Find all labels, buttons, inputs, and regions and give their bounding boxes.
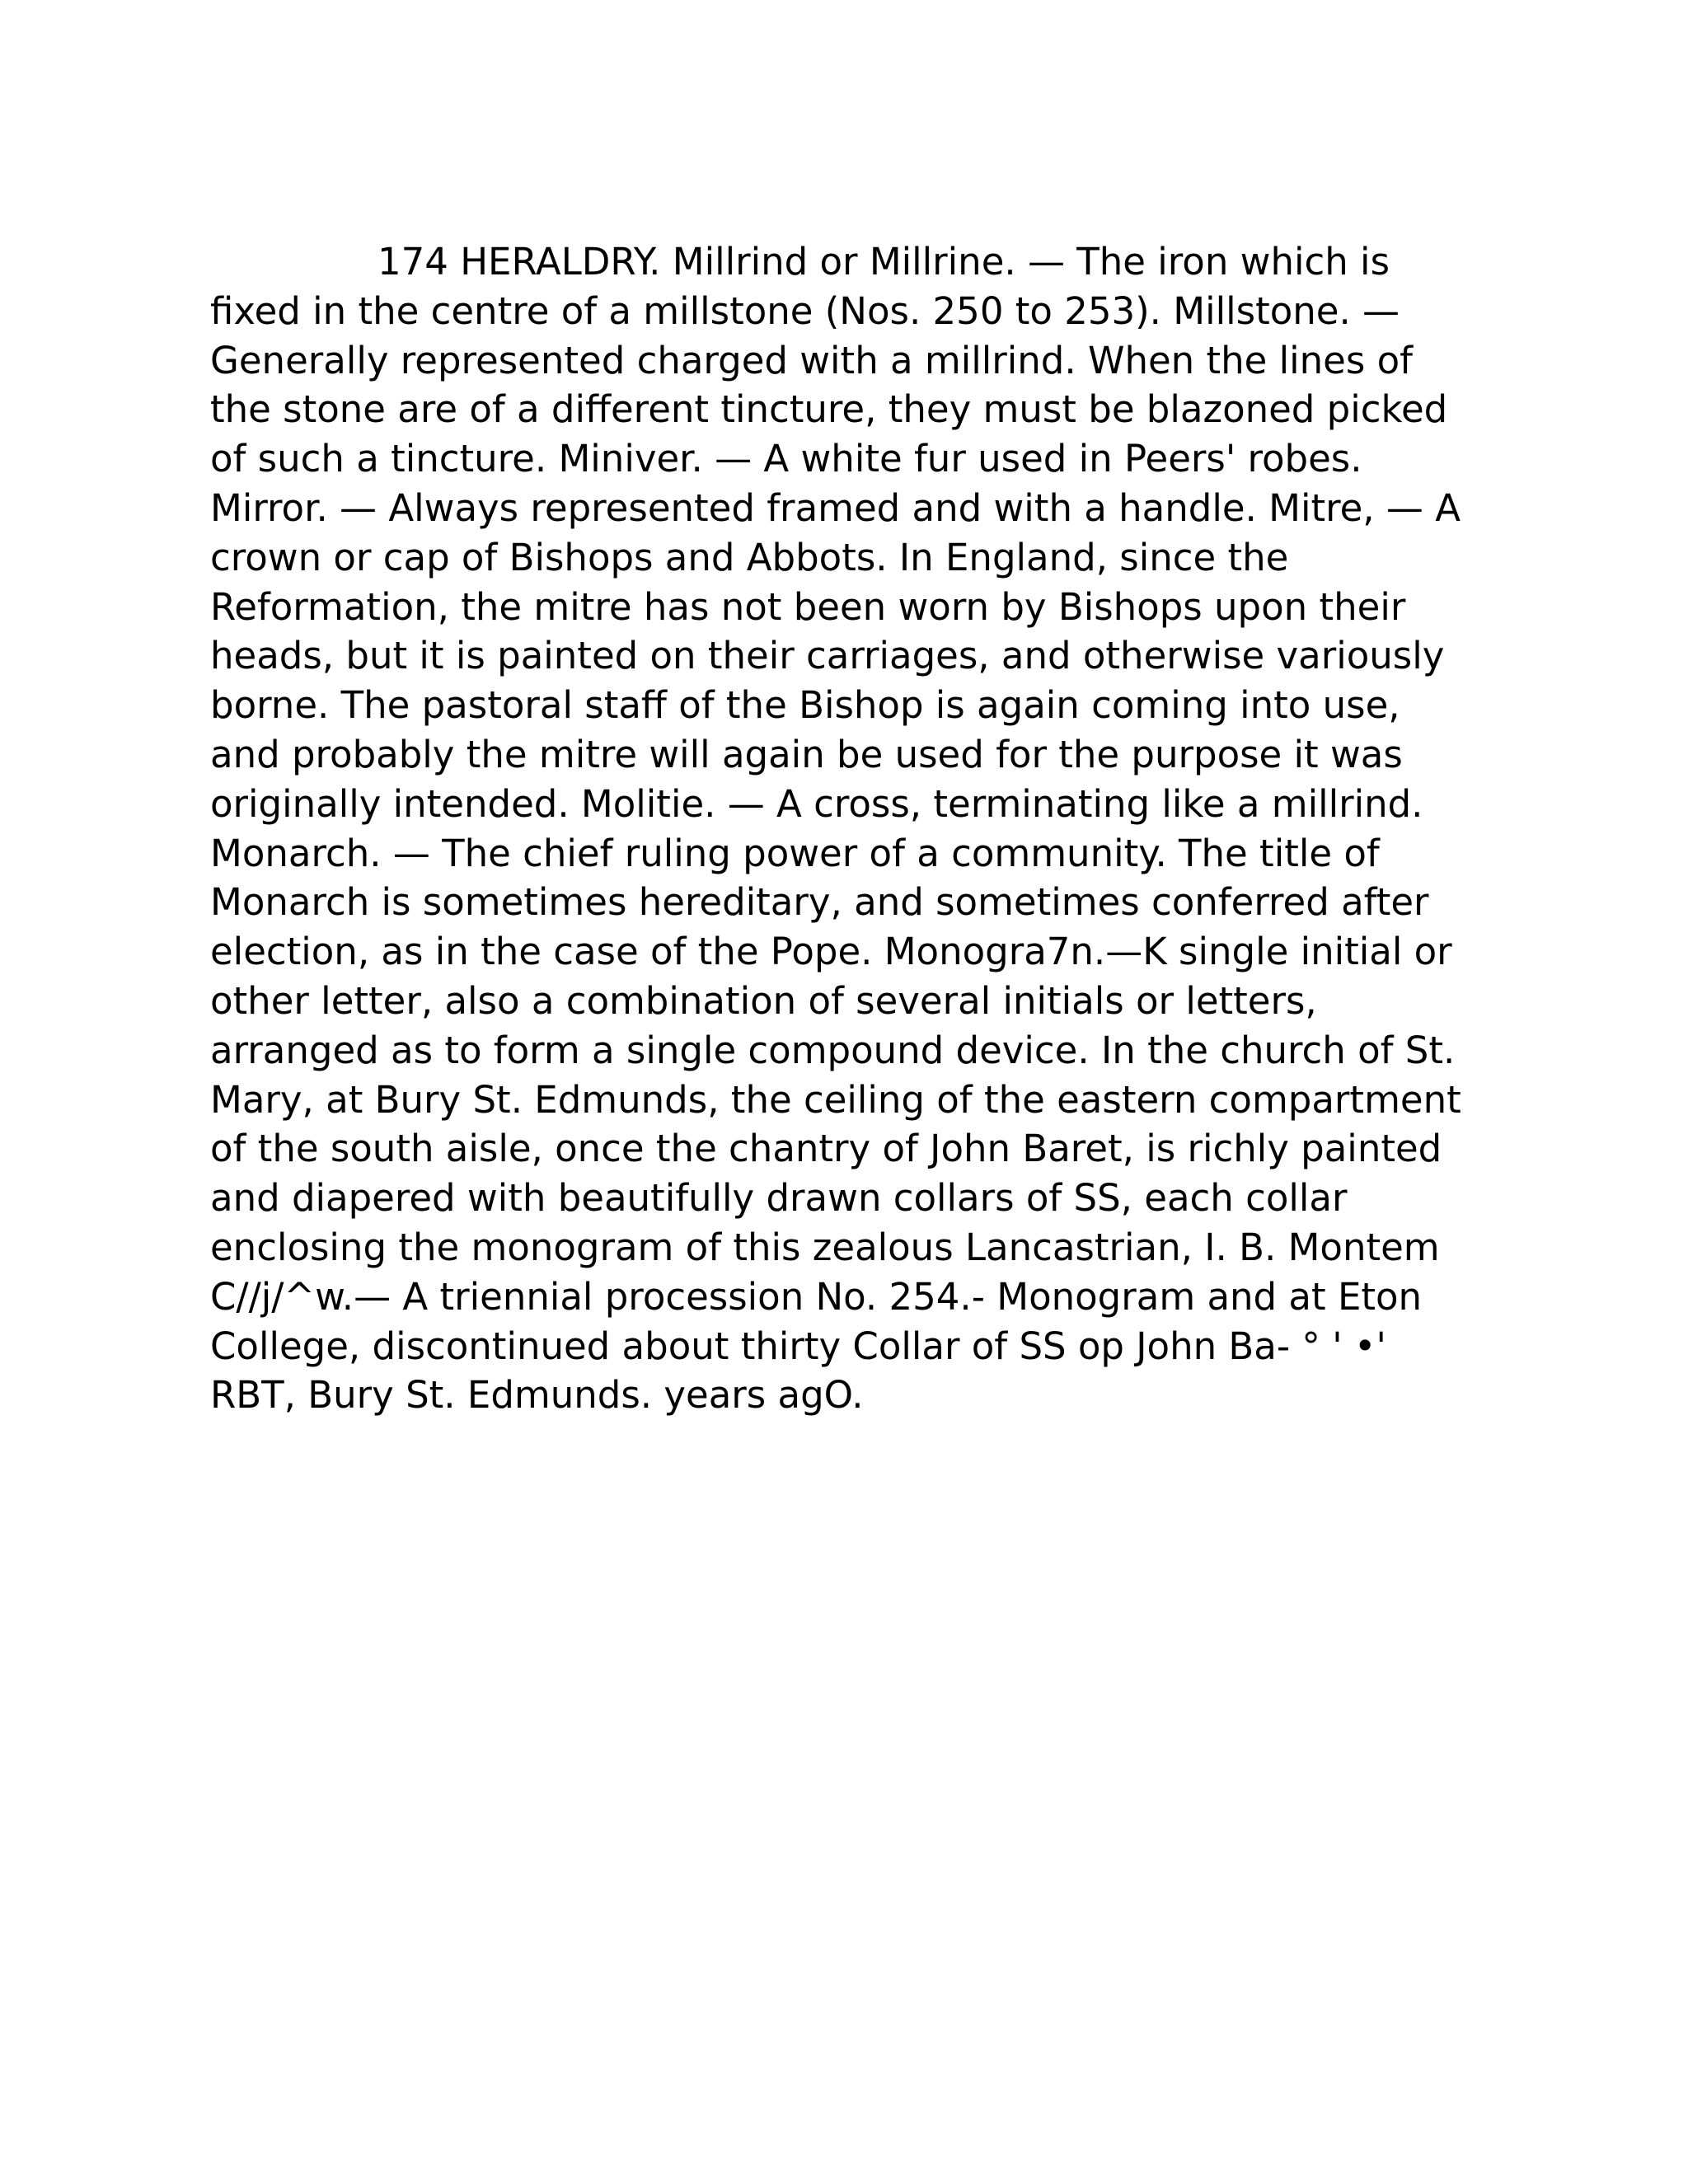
- body-text: 174 HERALDRY. Millrind or Millrine. — The iron which is fixed in the centre of a millstone (Nos. 250 to 253). Millstone. — Generally represented charged with a millrind. When the lines of the stone are of a different tincture, they must be blazoned picked of such a tincture. Miniver. — A white fur used in Peers' robes. Mirror. — Always represented framed and with a handle. Mitre, — A crown or cap of Bishops and Abbots. In England, since the Reformation, the mitre has not been worn by Bishops upon their heads, but it is painted on their carriages, and otherwise variously borne. The pastoral staff of the Bishop is again coming into use, and probably the mitre will again be used for the purpose it was originally intended. Molitie. — A cross, terminating like a millrind. Monarch. — The chief ruling power of a community. The title of Monarch is sometimes hereditary, and sometimes conferred after election, as in the case of the Pope. Monogra7n.—K single initial or other letter, also a combination of several initials or letters, arranged as to form a single compound device. In the church of St. Mary, at Bury St. Edmunds, the ceiling of the eastern compartment of the south aisle, once the chantry of John Baret, is richly painted and diapered with beautifully drawn collars of SS, each collar enclosing the monogram of this zealous Lancastrian, I. B. Montem C//j/^w.— A triennial procession No. 254.- Monogram and at Eton College, discontinued about thirty Collar of SS op John Ba- ° ' •' RBT, Bury St. Edmunds. years agO.: [210, 240, 1461, 1418]
